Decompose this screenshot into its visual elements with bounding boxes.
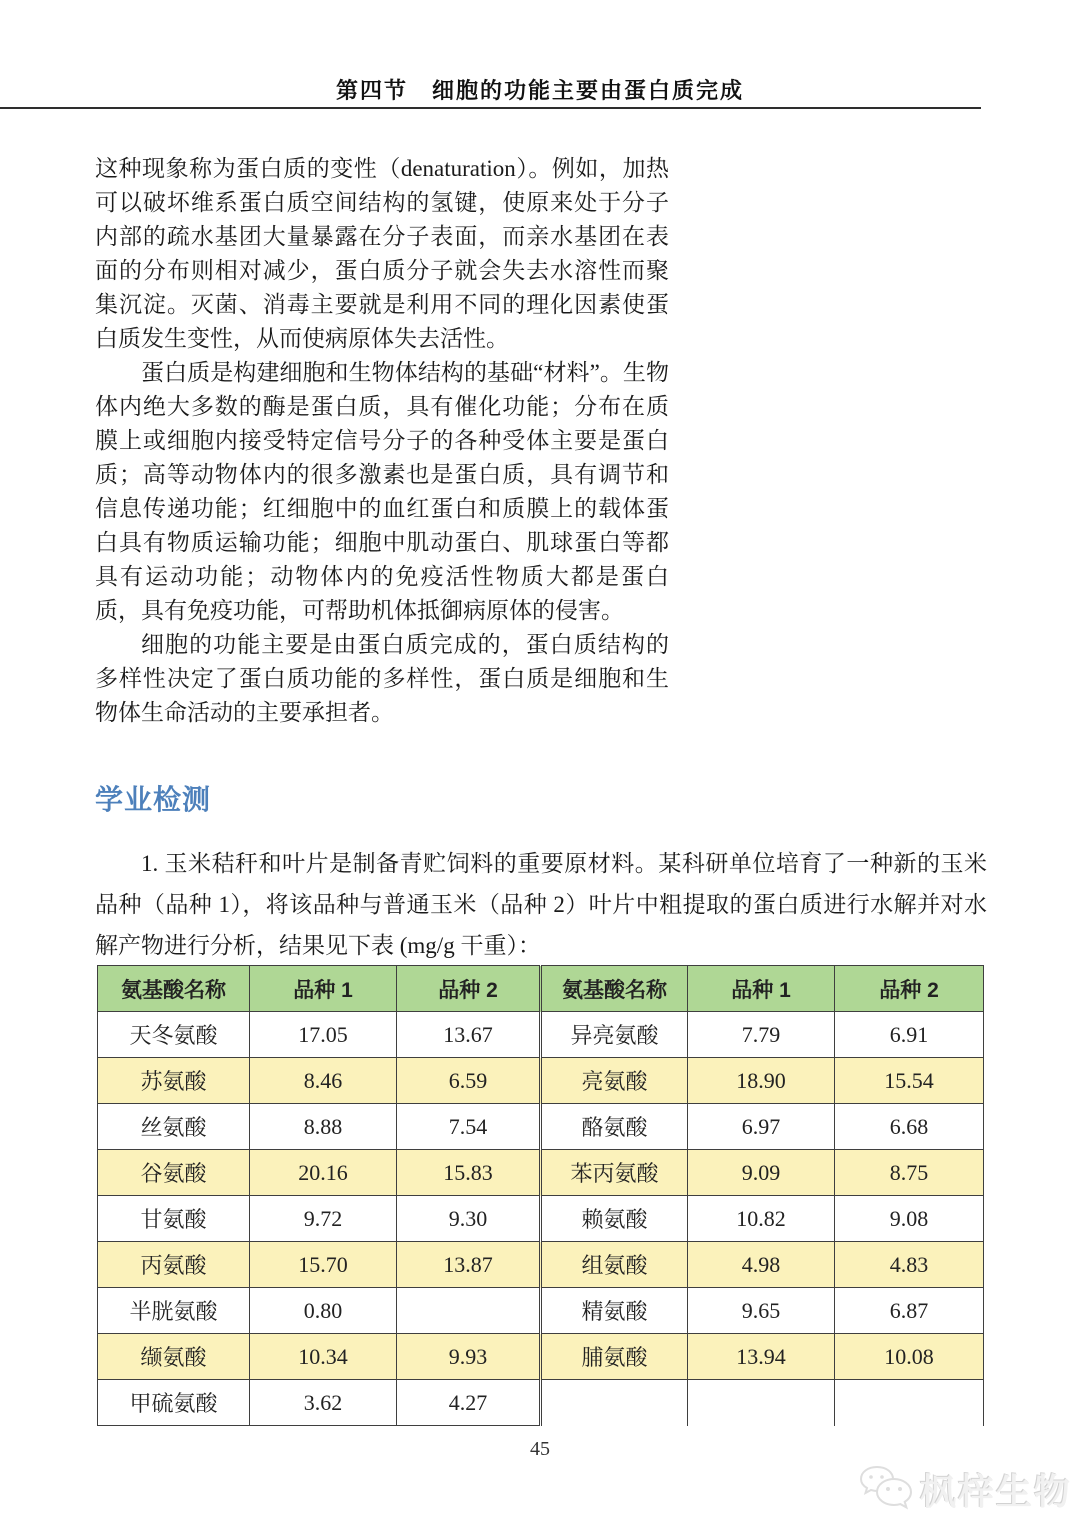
table-cell: 20.16 [250,1150,397,1196]
table-row [98,1380,984,1426]
header-rule [0,107,981,109]
table-cell: 8.88 [250,1104,397,1150]
table-cell: 精氨酸 [541,1288,688,1334]
table-cell: 10.08 [835,1334,984,1380]
table-cell: 8.46 [250,1058,397,1104]
table-cell: 18.90 [688,1058,835,1104]
table-cell: 13.87 [397,1242,541,1288]
table-cell: 9.30 [397,1196,541,1242]
brand-watermark [856,1462,1072,1517]
table-cell: 苏氨酸 [98,1058,250,1104]
paragraph-denaturation: 这种现象称为蛋白质的变性（denaturation）。例如，加热可以破坏维系蛋白质空间结构的氢键，使原来处于分子内部的疏水基团大量暴露在分子表面，而亲水基团在表面的分布则相对减少，蛋白质分子就会失去水溶性而聚集沉淀。灭菌、消毒主要就是利用不同的理化因素使蛋白质发生变性，从而使病原体失去活性。 [95,156,669,351]
table-cell: 3.62 [250,1380,397,1426]
table-cell: 脯氨酸 [541,1334,688,1380]
column-header: 品种 1 [250,966,397,1012]
table-cell: 缬氨酸 [98,1334,250,1380]
table-cell: 甲硫氨酸 [98,1380,250,1426]
table-cell: 酪氨酸 [541,1104,688,1150]
table-row [98,1242,984,1288]
table-cell: 13.94 [688,1334,835,1380]
table-cell: 6.59 [397,1058,541,1104]
body-text [95,152,669,730]
table-cell: 7.54 [397,1104,541,1150]
page-number: 45 [530,1438,550,1460]
table-cell: 4.27 [397,1380,541,1426]
table-cell: 6.87 [835,1288,984,1334]
column-header: 氨基酸名称 [98,966,250,1012]
table-cell: 赖氨酸 [541,1196,688,1242]
column-header: 氨基酸名称 [541,966,688,1012]
table-cell: 8.75 [835,1150,984,1196]
table-cell [835,1380,984,1426]
table-cell: 9.72 [250,1196,397,1242]
table-row [98,1058,984,1104]
table-cell: 0.80 [250,1288,397,1334]
table-cell: 15.83 [397,1150,541,1196]
table-cell: 组氨酸 [541,1242,688,1288]
table-cell: 谷氨酸 [98,1150,250,1196]
table-cell [688,1380,835,1426]
table-cell: 9.09 [688,1150,835,1196]
table-cell [541,1380,688,1426]
table-cell: 17.05 [250,1012,397,1058]
paragraph-summary: 细胞的功能主要是由蛋白质完成的，蛋白质结构的多样性决定了蛋白质功能的多样性，蛋白质是细胞和生物体生命活动的主要承担者。 [95,632,669,725]
table-cell: 异亮氨酸 [541,1012,688,1058]
table-header-row [98,966,984,1012]
amino-acid-table [97,965,984,1426]
table-row [98,1012,984,1058]
table-cell: 10.34 [250,1334,397,1380]
table-cell: 丙氨酸 [98,1242,250,1288]
table-cell [397,1288,541,1334]
column-header: 品种 2 [397,966,541,1012]
paragraph-protein-functions: 蛋白质是构建细胞和生物体结构的基础“材料”。生物体内绝大多数的酶是蛋白质，具有催化功能；分布在质膜上或细胞内接受特定信号分子的各种受体主要是蛋白质；高等动物体内的很多激素也是蛋白质，具有调节和信息传递功能；红细胞中的血红蛋白和质膜上的载体蛋白具有物质运输功能；细胞中肌动蛋白、肌球蛋白等都具有运动功能；动物体内的免疫活性物质大都是蛋白质，具有免疫功能，可帮助机体抵御病原体的侵害。 [95,360,669,623]
table-cell: 10.82 [688,1196,835,1242]
table-cell: 6.97 [688,1104,835,1150]
table-row [98,1334,984,1380]
table-cell: 4.98 [688,1242,835,1288]
table-cell: 9.93 [397,1334,541,1380]
table-cell: 半胱氨酸 [98,1288,250,1334]
table-cell: 6.91 [835,1012,984,1058]
table-cell: 9.65 [688,1288,835,1334]
table-row [98,1104,984,1150]
wechat-logo-icon [856,1462,914,1517]
table-cell: 天冬氨酸 [98,1012,250,1058]
table-cell: 15.54 [835,1058,984,1104]
table-cell: 13.67 [397,1012,541,1058]
table-cell: 苯丙氨酸 [541,1150,688,1196]
table-cell: 15.70 [250,1242,397,1288]
table-row [98,1196,984,1242]
table-cell: 亮氨酸 [541,1058,688,1104]
column-header: 品种 1 [688,966,835,1012]
question-text: 1. 玉米秸秆和叶片是制备青贮饲料的重要原材料。某科研单位培育了一种新的玉米品种（品种 1），将该品种与普通玉米（品种 2）叶片中粗提取的蛋白质进行水解并对水解产物进行分析，结果见下表 (mg/g 干重）： [95,851,987,958]
table-cell: 7.79 [688,1012,835,1058]
column-header: 品种 2 [835,966,984,1012]
table-cell: 9.08 [835,1196,984,1242]
table-row [98,1150,984,1196]
table-cell: 4.83 [835,1242,984,1288]
table-cell: 丝氨酸 [98,1104,250,1150]
academic-test-heading: 学业检测 [95,784,212,815]
chapter-header: 第四节 细胞的功能主要由蛋白质完成 [335,78,744,103]
table-row [98,1288,984,1334]
watermark-text: 枫梓生物 [919,1471,1072,1512]
table-cell: 甘氨酸 [98,1196,250,1242]
table-cell: 6.68 [835,1104,984,1150]
